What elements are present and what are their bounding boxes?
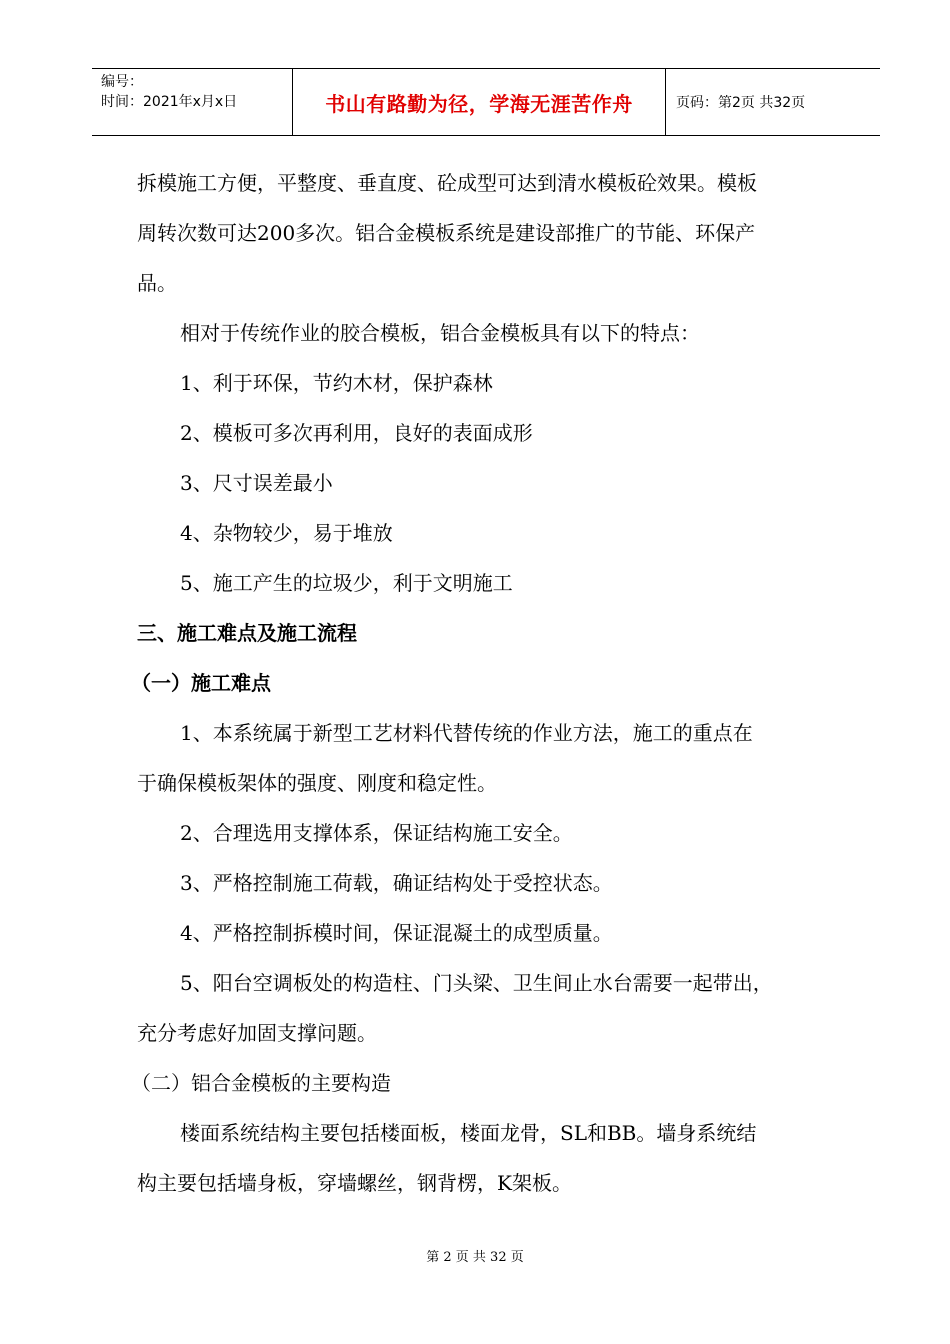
list-item: 1、利于环保，节约木材，保护森林	[180, 371, 493, 395]
paragraph-line: 相对于传统作业的胶合模板，铝合金模板具有以下的特点：	[180, 321, 700, 345]
paragraph-line: 拆模施工方便，平整度、垂直度、砼成型可达到清水模板砼效果。模板	[137, 171, 757, 195]
list-item: 4、杂物较少，易于堆放	[180, 521, 393, 545]
subsection-heading: （二）铝合金模板的主要构造	[131, 1071, 391, 1095]
list-item: 5、阳台空调板处的构造柱、门头梁、卫生间止水台需要一起带出，	[180, 971, 773, 995]
list-item: 5、施工产生的垃圾少，利于文明施工	[180, 571, 513, 595]
list-item: 2、模板可多次再利用，良好的表面成形	[180, 421, 533, 445]
paragraph-line: 于确保模板架体的强度、刚度和稳定性。	[137, 771, 497, 795]
header-page-info: 页码：第2页 共32页	[676, 95, 806, 111]
document-body	[131, 158, 837, 1208]
list-item: 1、本系统属于新型工艺材料代替传统的作业方法，施工的重点在	[180, 721, 753, 745]
paragraph-line: 周转次数可达200多次。铝合金模板系统是建设部推广的节能、环保产	[137, 221, 756, 245]
list-item: 4、严格控制拆模时间，保证混凝土的成型质量。	[180, 921, 613, 945]
subsection-heading: （一）施工难点	[131, 671, 271, 695]
header-meta	[92, 69, 293, 135]
header-motto: 书山有路勤为径，学海无涯苦作舟	[293, 69, 666, 135]
list-item: 2、合理选用支撑体系，保证结构施工安全。	[180, 821, 573, 845]
list-item: 3、严格控制施工荷载，确证结构处于受控状态。	[180, 871, 613, 895]
paragraph-line: 构主要包括墙身板，穿墙螺丝，钢背楞，K架板。	[137, 1171, 572, 1195]
list-item: 3、尺寸误差最小	[180, 471, 333, 495]
paragraph-line: 品。	[137, 271, 177, 295]
section-heading: 三、施工难点及施工流程	[137, 621, 357, 645]
page-footer: 第 2 页 共 32 页	[426, 1250, 524, 1265]
paragraph-line: 楼面系统结构主要包括楼面板，楼面龙骨，SL和BB。墙身系统结	[180, 1121, 757, 1145]
paragraph-line: 充分考虑好加固支撑问题。	[137, 1021, 377, 1045]
number-label: 编号：	[101, 74, 143, 90]
page-header	[92, 68, 880, 136]
time-label: 时间：2021年x月x日	[101, 94, 238, 110]
